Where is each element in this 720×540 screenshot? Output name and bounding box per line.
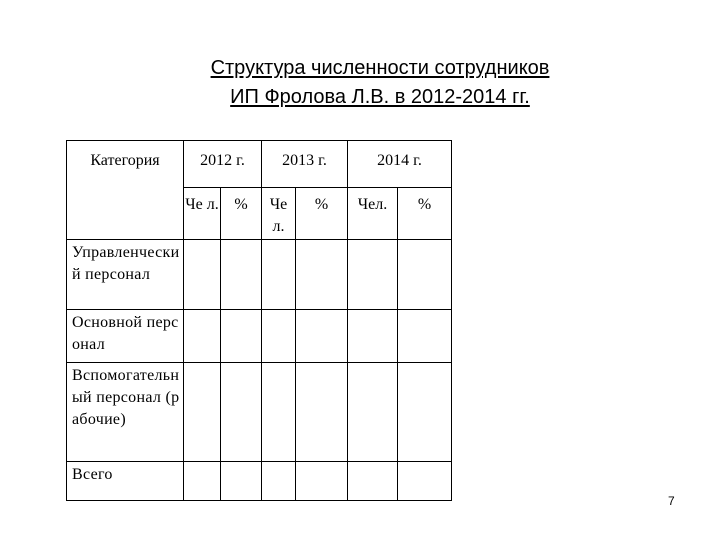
table-cell xyxy=(348,462,398,501)
table-cell xyxy=(262,462,296,501)
subheader-2013-count: Че л. xyxy=(262,188,296,240)
table-cell xyxy=(398,462,452,501)
subheader-2013-percent: % xyxy=(296,188,348,240)
table-cell xyxy=(296,240,348,310)
subheader-2012-count: Че л. xyxy=(184,188,221,240)
year-header-2014: 2014 г. xyxy=(348,141,452,188)
table-row xyxy=(67,240,452,310)
title-line-1: Структура численности сотрудников xyxy=(210,57,550,79)
table-cell xyxy=(184,363,221,462)
category-header: Категория xyxy=(67,141,184,240)
title-line-2: ИП Фролова Л.В. в 2012-2014 гг. xyxy=(230,86,530,108)
subheader-2014-percent: % xyxy=(398,188,452,240)
slide-title xyxy=(0,54,720,112)
table-cell xyxy=(221,240,262,310)
table-cell xyxy=(398,363,452,462)
row-label-main-staff: Основной персонал xyxy=(67,310,184,363)
table-cell xyxy=(398,240,452,310)
row-label-auxiliary-staff: Вспомогательный персонал (рабочие) xyxy=(67,363,184,462)
table-cell xyxy=(221,310,262,363)
table-cell xyxy=(262,240,296,310)
table-cell xyxy=(221,462,262,501)
table-cell xyxy=(262,363,296,462)
staff-structure-table xyxy=(66,140,452,501)
row-label-total: Всего xyxy=(67,462,184,501)
table-cell xyxy=(184,462,221,501)
subheader-2012-percent: % xyxy=(221,188,262,240)
table-cell xyxy=(296,310,348,363)
year-header-2013: 2013 г. xyxy=(262,141,348,188)
table-row xyxy=(67,363,452,462)
table-cell xyxy=(184,240,221,310)
year-header-2012: 2012 г. xyxy=(184,141,262,188)
table-row xyxy=(67,462,452,501)
table-header-row xyxy=(67,141,452,188)
table-cell xyxy=(184,310,221,363)
table-cell xyxy=(348,363,398,462)
table-cell xyxy=(262,310,296,363)
table-cell xyxy=(296,462,348,501)
subheader-2014-count: Чел. xyxy=(348,188,398,240)
table-cell xyxy=(348,310,398,363)
table-row xyxy=(67,310,452,363)
table-cell xyxy=(398,310,452,363)
page-number: 7 xyxy=(668,494,675,508)
table-cell xyxy=(348,240,398,310)
table-cell xyxy=(221,363,262,462)
row-label-management: Управленческий персонал xyxy=(67,240,184,310)
table-cell xyxy=(296,363,348,462)
